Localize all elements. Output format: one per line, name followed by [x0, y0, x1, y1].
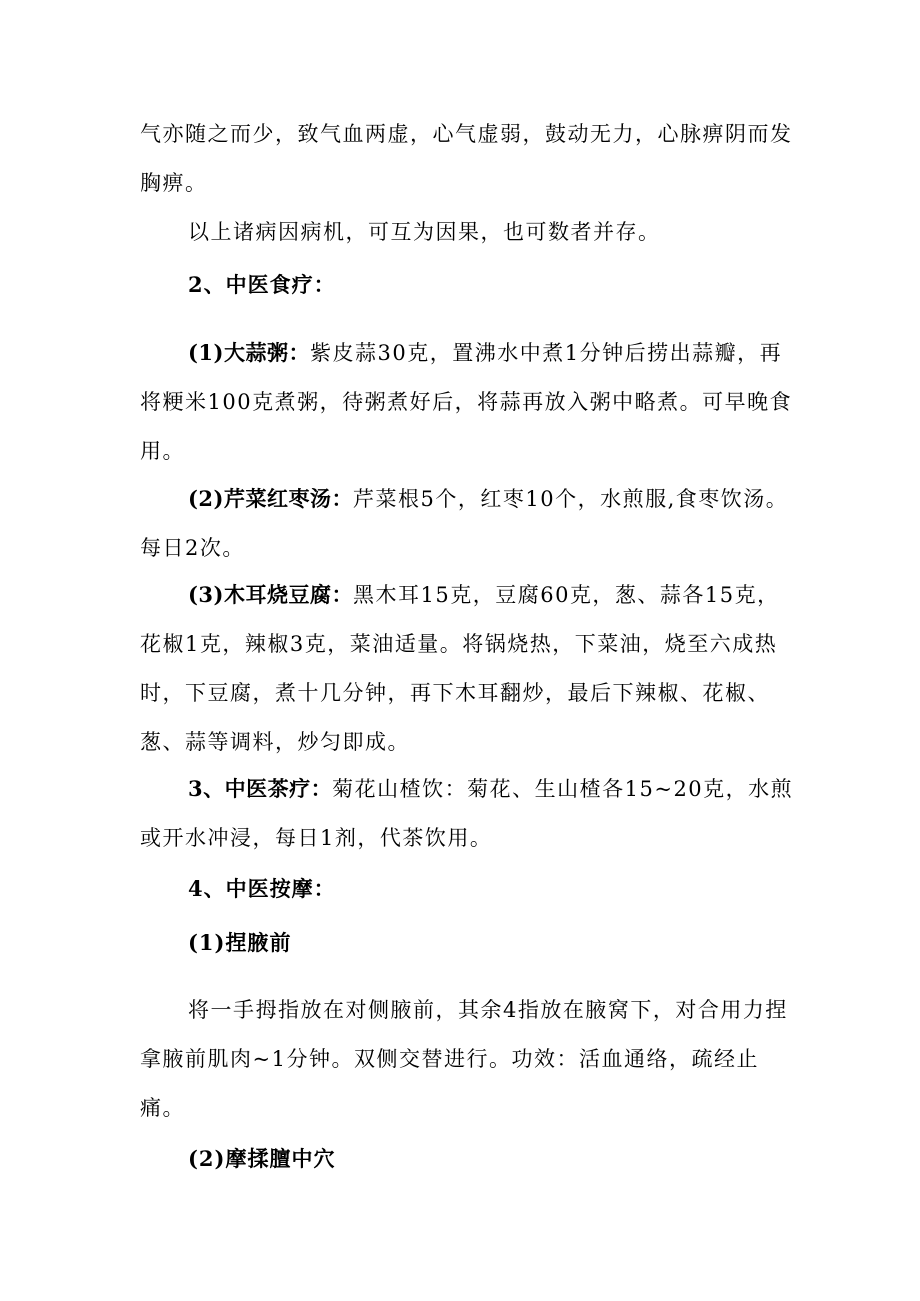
section-heading-massage: 4、中医按摩： [188, 876, 336, 901]
recipe-title: (1)大蒜粥： [188, 340, 310, 365]
massage-title-2: (2)摩揉膻中穴 [188, 1146, 336, 1171]
recipe-text: 黑木耳15克，豆腐60克，葱、蒜各15克，花椒1克，辣椒3克，菜油适量。将锅烧热，下菜油，烧至六成热时，下豆腐，煮十几分钟，再下木耳翻炒，最后下辣椒、花椒、葱、蒜等调料，炒匀即成。 [140, 583, 780, 754]
tea-text: 菊花山楂饮：菊花、生山楂各15~20克，水煎或开水冲浸，每日1剂，代茶饮用。 [140, 777, 794, 850]
paragraph-text: 以上诸病因病机，可互为因果，也可数者并存。 [188, 220, 661, 244]
recipe-text: 紫皮蒜30克，置沸水中煮1分钟后捞出蒜瓣，再将粳米100克煮粥，待粥煮好后，将蒜再放入粥中略煮。可早晚食用。 [140, 341, 793, 463]
section-heading-tea-therapy: 3、中医茶疗： [188, 776, 333, 801]
massage-title-1: (1)捏腋前 [188, 930, 292, 955]
recipe-fungus-tofu [140, 570, 800, 767]
paragraph-text: 将一手拇指放在对侧腋前，其余4指放在腋窝下，对合用力捏拿腋前肌肉~1分钟。双侧交替进行。功效：活血通络，疏经止痛。 [140, 998, 788, 1120]
paragraph-continuation [140, 110, 800, 208]
section-tea-therapy [140, 764, 800, 863]
paragraph-summary [140, 208, 800, 257]
recipe-celery-jujube-soup [140, 474, 800, 573]
section-heading-diet-therapy: 2、中医食疗： [188, 272, 336, 297]
recipe-title: (2)芹菜红枣汤： [188, 486, 353, 511]
recipe-title: (3)木耳烧豆腐： [188, 582, 353, 607]
recipe-garlic-porridge [140, 328, 800, 476]
massage-text-1 [140, 986, 800, 1133]
paragraph-text: 气亦随之而少，致气血两虚，心气虚弱，鼓动无力，心脉痹阴而发胸痹。 [140, 122, 793, 195]
recipe-text: 芹菜根5个，红枣10个，水煎服,食枣饮汤。每日2次。 [140, 487, 789, 560]
